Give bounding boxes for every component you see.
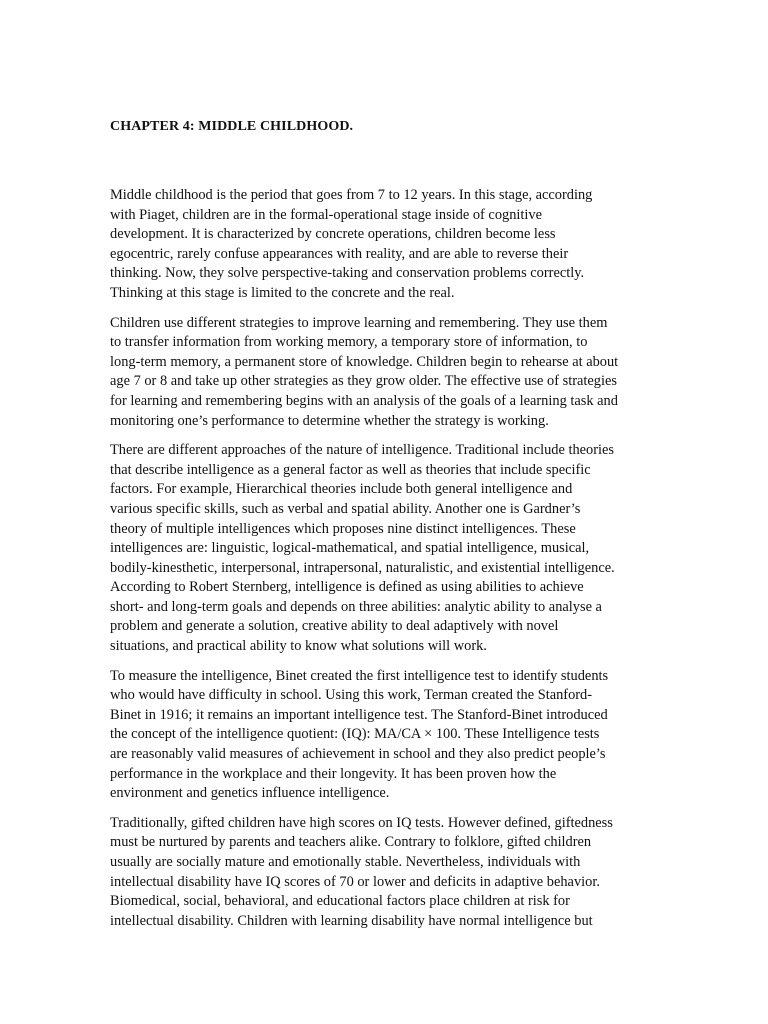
chapter-title: CHAPTER 4: MIDDLE CHILDHOOD. [110, 119, 354, 134]
paragraph-giftedness: Traditionally, gifted children have high scores on IQ tests. However defined, giftedness must be nurtured by parents and teachers alike. Contrary to folklore, gifted children usually are socially mature and emotionally stable. Nevertheless, individuals with intellectual disability have IQ scores of 70 or lower and deficits in adaptive behavior. Biomedical, social, behavioral, and educational factors place children at risk for intellectual disability. Children with learning disability have normal intelligence but [110, 814, 613, 929]
document-body [110, 117, 640, 941]
paragraph-middle-childhood: Middle childhood is the period that goes from 7 to 12 years. In this stage, according with Piaget, children are in the formal-operational stage inside of cognitive development. It is characterized by concrete operations, children become less egocentric, rarely confuse appearances with reality, and are able to reverse their thinking. Now, they solve perspective-taking and conservation problems correctly. Thinking at this stage is limited to the concrete and the real. [110, 187, 593, 301]
paragraph-intelligence-theories: There are different approaches of the nature of intelligence. Traditional include theories that describe intelligence as a general factor as well as theories that include specific factors. For example, Hierarchical theories include both general intelligence and various specific skills, such as verbal and spatial ability. Another one is Gardner’s theory of multiple intelligences which proposes nine distinct intelligences. These intelligences are: linguistic, logical-mathematical, and spatial intelligence, musical, bodily-kinesthetic, interpersonal, intrapersonal, naturalistic, and existential intelligence. According to Robert Sternberg, intelligence is defined as using abilities to achieve short- and long-term goals and depends on three abilities: analytic ability to analyse a problem and generate a solution, creative ability to deal adaptively with novel situations, and practical ability to know what solutions will work. [110, 442, 615, 655]
paragraph-intelligence-tests: To measure the intelligence, Binet created the first intelligence test to identify students who would have difficulty in school. Using this work, Terman created the Stanford- Binet in 1916; it remains an important intelligence test. The Stanford-Binet introduced the concept of the intelligence quotient: (IQ): MA/CA × 100. These Intelligence tests are reasonably valid measures of achievement in school and they also predict people’s performance in the workplace and their longevity. It has been proven how the environment and genetics influence intelligence. [110, 667, 609, 802]
paragraph-memory-strategies: Children use different strategies to improve learning and remembering. They use them to transfer information from working memory, a temporary store of information, to long-term memory, a permanent store of knowledge. Children begin to rehearse at about age 7 or 8 and take up other strategies as they grow older. The effective use of strategies for learning and remembering begins with an analysis of the goals of a learning task and monitoring one’s performance to determine whether the strategy is working. [110, 314, 619, 429]
